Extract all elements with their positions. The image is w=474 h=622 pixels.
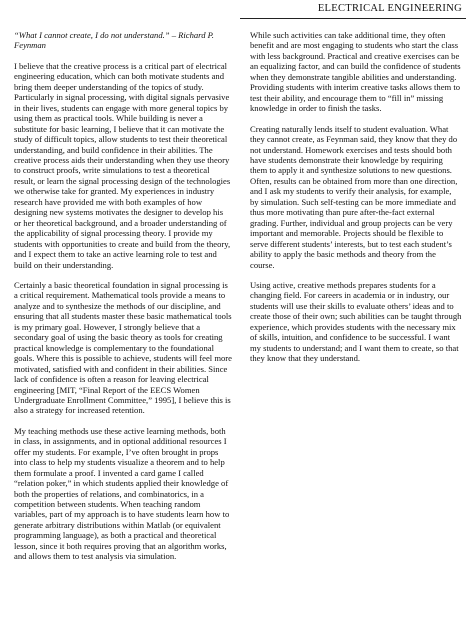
epigraph-quote: “What I cannot create, I do not understand.” – Richard P. Feynman (14, 30, 214, 51)
paragraph-changing-field: Using active, creative methods prepares students for a changing field. For careers in academia or in industry, our students will use their skills to evaluate others’ ideas and to create those of their own; such abilities can be taught through experience, which provides students with the necessary mix of skills, intuition, and confidence to be successful. I want my students to understand; and I want them to create, so that they know that they understand. (250, 279, 462, 364)
paragraph-creative-process: I believe that the creative process is a critical part of electrical engineering education, which can both motivate students and bring them deeper understanding of the topics of study. Particularly in signal processing, with digital signals pervasive in their lives, students can engage with more general topics by using them as practical tools. While building is never a substitute for basic learning, I believe that it can motivate the study of difficult topics, allow students to test their theoretical understanding, and build confidence in their abilities. The creative process aids their understanding when they use theory to construct proofs, write simulations to test a theoretical result, or learn the signal processing design of the technologies we otherwise take for granted. My experiences in industry research have provided me with both examples of how designing new systems motivates the designer to develop his or her theoretical background, and a broader understanding of the applicability of signal processing theory. I provide my students with opportunities to create and build from the theory, and I expect them to take an active learning role to test and build on their understanding. (14, 60, 231, 270)
paragraph-theoretical-foundation: Certainly a basic theoretical foundation in signal processing is a critical requirement. Mathematical tools provide a means to analyze and to synthesize the methods of our discipline, and ensuring that all students master these basic mathematical tools is my primary goal. However, I strongly believe that a secondary goal of using the basic theory as tools for creating practical knowledge is complementary to the foundational goals. Where this is possible to achieve, students will feel more motivated, satisfied with and confident in their abilities. Since lack of confidence is often a reason for leaving electrical engineering [MIT, “Final Report of the EECS Women Undergraduate Enrollment Committee,” 1995], I believe this is also a strategy for increased retention. (14, 279, 232, 416)
paragraph-activities-time: While such activities can take additional time, they often benefit and are most engaging to students who start the class with less background. Practical and creative exercises can be an equalizing factor, and can build the confidence of students when they demonstrate tangible abilities and understanding. Providing students with interim creative tasks allows them to test their ability, and encourage them to “fill in” missing knowledge in order to finish the tasks. (250, 30, 461, 114)
section-header: ELECTRICAL ENGINEERING (317, 3, 462, 14)
right-column (250, 30, 462, 374)
header-rule (240, 18, 466, 19)
left-column (14, 30, 232, 572)
paragraph-teaching-methods: My teaching methods use these active learning methods, both in class, in assignments, and in optional additional resources I offer my students. For example, I’ve often brought in props into class to help my students visualize a theorem and to help them formulate a proof. I invented a card game I called “relation poker,” in which students applied their knowledge of both the properties of relations, and combinatorics, in a competition between students. When teaching random variables, part of my approach is to have students learn how to generate arbitrary distributions within Matlab (or equivalent programming language), as both a practical and theoretical lesson, since it both requires proving that an algorithm works, and allows them to test analysis via simulation. (14, 425, 230, 562)
paragraph-student-evaluation: Creating naturally lends itself to student evaluation. What they cannot create, as Feynman said, they know that they do not understand. Homework exercises and tests should both have students demonstrate their knowledge by requiring them to apply it and synthesize solutions to new questions. Often, results can be obtained from more than one direction, and I ask my students to verify their analysis, for example, by simulation. Such self-testing can be more immediate and thus more motivating than pure after-the-fact external grading. Further, individual and group projects can be very important and memorable. Projects should be flexible to serve different students’ interests, but to test each student’s ability to apply the basic methods and theory from the course. (250, 123, 458, 270)
